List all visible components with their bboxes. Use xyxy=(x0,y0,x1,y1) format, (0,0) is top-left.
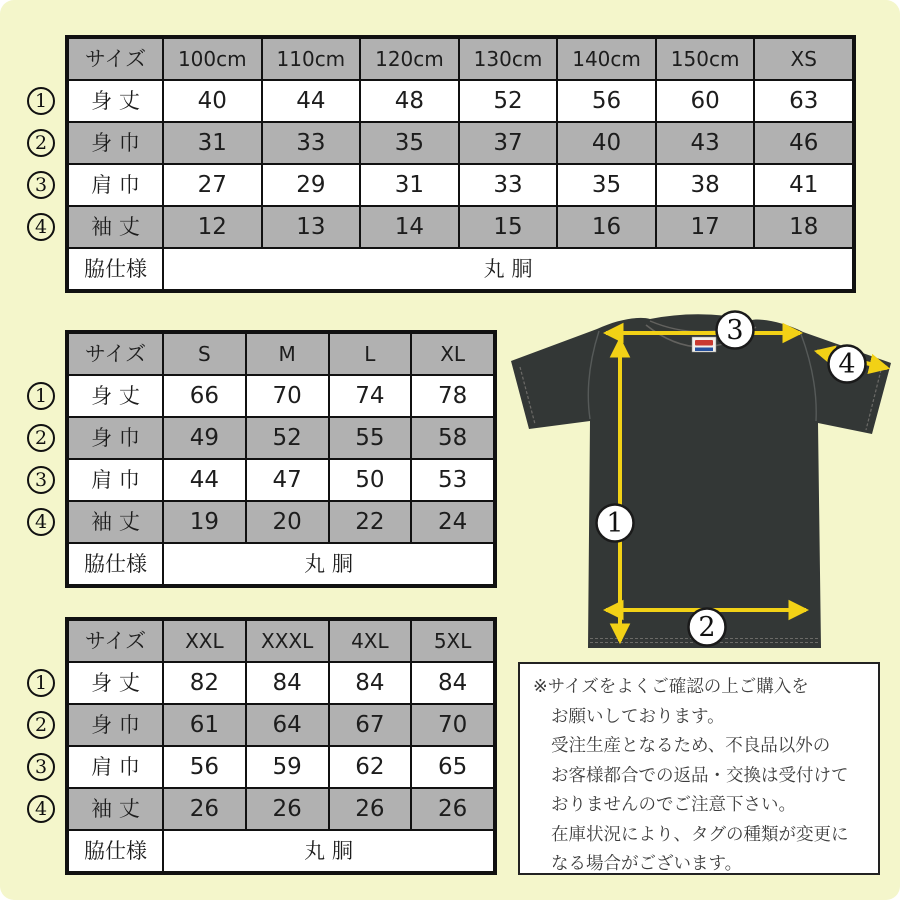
table-cell: 14 xyxy=(360,206,459,248)
table-cell: 44 xyxy=(163,459,246,501)
table-cell: 65 xyxy=(411,746,494,788)
table-cell: 26 xyxy=(329,788,412,830)
table-cell: 29 xyxy=(262,164,361,206)
row-number-badge: 4 xyxy=(27,795,55,823)
row-number-badge: 4 xyxy=(27,213,55,241)
row-label-cell: 袖 丈 xyxy=(68,206,163,248)
table-cell: 38 xyxy=(656,164,755,206)
table-header-cell: XXXL xyxy=(246,620,329,662)
table-cell: 40 xyxy=(163,80,262,122)
footer-label-cell: 脇仕様 xyxy=(68,543,163,585)
table-cell: 66 xyxy=(163,375,246,417)
table-cell: 43 xyxy=(656,122,755,164)
row-label-cell: 身 丈 xyxy=(68,80,163,122)
table-header-cell: 120cm xyxy=(360,38,459,80)
row-number-badge: 1 xyxy=(27,669,55,697)
table-cell: 33 xyxy=(459,164,558,206)
row-number-badge: 1 xyxy=(27,87,55,115)
table-cell: 58 xyxy=(411,417,494,459)
table-cell: 15 xyxy=(459,206,558,248)
row-label-cell: 身 巾 xyxy=(68,417,163,459)
table-cell: 26 xyxy=(411,788,494,830)
table-cell: 50 xyxy=(329,459,412,501)
table-cell: 37 xyxy=(459,122,558,164)
table-header-cell: 4XL xyxy=(329,620,412,662)
table-cell: 70 xyxy=(246,375,329,417)
table-cell: 52 xyxy=(246,417,329,459)
table-cell: 56 xyxy=(557,80,656,122)
table-cell: 49 xyxy=(163,417,246,459)
table-cell: 56 xyxy=(163,746,246,788)
table-cell: 74 xyxy=(329,375,412,417)
table-header-cell: 150cm xyxy=(656,38,755,80)
footer-value-cell: 丸 胴 xyxy=(163,543,494,585)
table-cell: 13 xyxy=(262,206,361,248)
marker-circle-2 xyxy=(689,609,726,646)
marker-circle-1 xyxy=(597,505,634,542)
table-cell: 26 xyxy=(163,788,246,830)
row-label-cell: 身 巾 xyxy=(68,122,163,164)
row-number-badge: 2 xyxy=(27,424,55,452)
row-label-cell: 身 丈 xyxy=(68,375,163,417)
notice-box xyxy=(518,662,880,875)
row-number-badge: 3 xyxy=(27,466,55,494)
notice-line: 受注生産となるため、不良品以外の xyxy=(551,736,831,756)
marker-3-label: 3 xyxy=(726,315,744,346)
table-cell: 17 xyxy=(656,206,755,248)
table-cell: 44 xyxy=(262,80,361,122)
row-number-badge: 1 xyxy=(27,382,55,410)
table-header-cell: サイズ xyxy=(68,620,163,662)
table-cell: 27 xyxy=(163,164,262,206)
table-header-cell: L xyxy=(329,333,412,375)
row-number-badge: 2 xyxy=(27,129,55,157)
row-label-cell: 肩 巾 xyxy=(68,459,163,501)
table-cell: 26 xyxy=(246,788,329,830)
table-cell: 48 xyxy=(360,80,459,122)
table-header-cell: 110cm xyxy=(262,38,361,80)
footer-label-cell: 脇仕様 xyxy=(68,248,163,290)
table-cell: 63 xyxy=(754,80,853,122)
table-cell: 22 xyxy=(329,501,412,543)
table-cell: 84 xyxy=(246,662,329,704)
table-cell: 46 xyxy=(754,122,853,164)
brand-tag xyxy=(692,337,716,352)
table-cell: 18 xyxy=(754,206,853,248)
table-cell: 20 xyxy=(246,501,329,543)
table-header-cell: M xyxy=(246,333,329,375)
row-label-cell: 身 巾 xyxy=(68,704,163,746)
table-header-cell: サイズ xyxy=(68,333,163,375)
table-cell: 47 xyxy=(246,459,329,501)
size-table-big xyxy=(65,617,497,875)
row-label-cell: 肩 巾 xyxy=(68,164,163,206)
table-cell: 62 xyxy=(329,746,412,788)
table-cell: 31 xyxy=(360,164,459,206)
table-header-cell: サイズ xyxy=(68,38,163,80)
table-cell: 35 xyxy=(557,164,656,206)
table-cell: 19 xyxy=(163,501,246,543)
table-cell: 84 xyxy=(329,662,412,704)
row-number-badge: 3 xyxy=(27,753,55,781)
table-header-cell: XL xyxy=(411,333,494,375)
notice-line: おりませんのでご注意下さい。 xyxy=(551,795,796,815)
marker-1-label: 1 xyxy=(606,508,624,539)
tshirt-measurement-diagram xyxy=(500,310,900,655)
marker-2-label: 2 xyxy=(698,612,716,643)
table-cell: 12 xyxy=(163,206,262,248)
table-header-cell: 130cm xyxy=(459,38,558,80)
footer-label-cell: 脇仕様 xyxy=(68,830,163,872)
table-cell: 61 xyxy=(163,704,246,746)
notice-line: お客様都合での返品・交換は受付けて xyxy=(551,765,849,786)
table-header-cell: 140cm xyxy=(557,38,656,80)
table-header-cell: S xyxy=(163,333,246,375)
row-label-cell: 身 丈 xyxy=(68,662,163,704)
footer-value-cell: 丸 胴 xyxy=(163,248,853,290)
notice-line: 在庫状況により、タグの種類が変更に xyxy=(551,824,849,845)
table-cell: 84 xyxy=(411,662,494,704)
table-cell: 60 xyxy=(656,80,755,122)
marker-4-label: 4 xyxy=(838,349,856,380)
table-header-cell: 100cm xyxy=(163,38,262,80)
marker-circle-4 xyxy=(829,346,866,383)
table-cell: 82 xyxy=(163,662,246,704)
notice-line: お願いしております。 xyxy=(551,706,725,727)
table-header-cell: XXL xyxy=(163,620,246,662)
table-header-cell: XS xyxy=(754,38,853,80)
row-label-cell: 袖 丈 xyxy=(68,788,163,830)
size-table-adult xyxy=(65,330,497,588)
table-cell: 33 xyxy=(262,122,361,164)
table-cell: 70 xyxy=(411,704,494,746)
size-table-kids xyxy=(65,35,856,293)
notice-line: なる場合がございます。 xyxy=(551,854,743,874)
row-label-cell: 肩 巾 xyxy=(68,746,163,788)
footer-value-cell: 丸 胴 xyxy=(163,830,494,872)
table-header-cell: 5XL xyxy=(411,620,494,662)
table-cell: 16 xyxy=(557,206,656,248)
table-cell: 64 xyxy=(246,704,329,746)
table-cell: 35 xyxy=(360,122,459,164)
table-cell: 41 xyxy=(754,164,853,206)
notice-line: ※サイズをよくご確認の上ご購入を xyxy=(533,677,809,697)
table-cell: 31 xyxy=(163,122,262,164)
row-label-cell: 袖 丈 xyxy=(68,501,163,543)
table-cell: 52 xyxy=(459,80,558,122)
row-number-badge: 3 xyxy=(27,171,55,199)
table-cell: 67 xyxy=(329,704,412,746)
table-cell: 59 xyxy=(246,746,329,788)
table-cell: 24 xyxy=(411,501,494,543)
table-cell: 40 xyxy=(557,122,656,164)
table-cell: 53 xyxy=(411,459,494,501)
table-cell: 55 xyxy=(329,417,412,459)
row-number-badge: 4 xyxy=(27,508,55,536)
marker-circle-3 xyxy=(717,312,754,349)
table-cell: 78 xyxy=(411,375,494,417)
row-number-badge: 2 xyxy=(27,711,55,739)
